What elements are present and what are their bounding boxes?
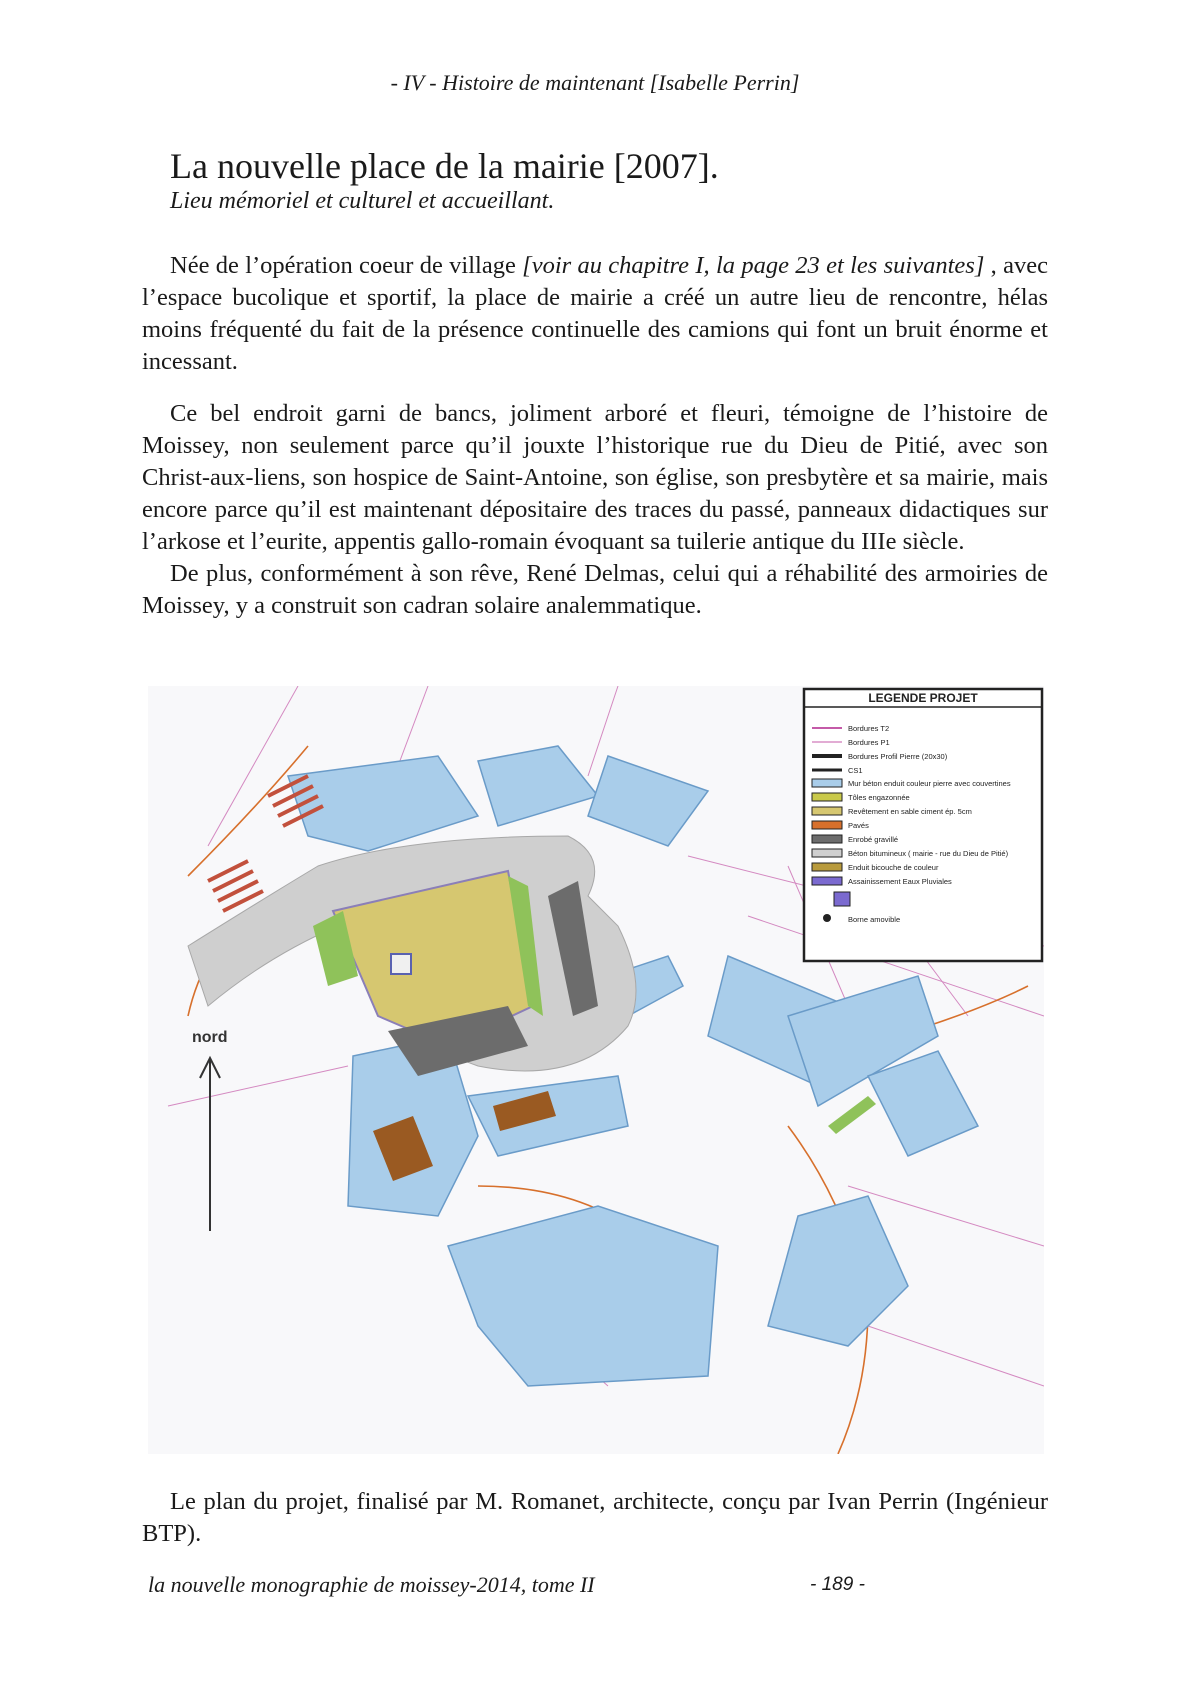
north-label: nord: [192, 1029, 228, 1046]
legend-item: Tôles engazonnée: [848, 793, 910, 802]
caption-text: Le plan du projet, finalisé par M. Romanet, architecte, conçu par Ivan Perrin (Ingénieur BTP).: [142, 1488, 1048, 1547]
legend-item: Enduit bicouche de couleur: [848, 863, 939, 872]
legend-item: CS1: [848, 766, 863, 775]
site-plan-figure: [148, 686, 1044, 1454]
sundial-marker: [391, 954, 411, 974]
legend-box: [804, 689, 1042, 961]
legend-item: Assainissement Eaux Pluviales: [848, 877, 952, 886]
legend-item: Béton bitumineux ( mairie - rue du Dieu de Pitié): [848, 849, 1009, 858]
legend-item: Bordures P1: [848, 738, 890, 747]
legend-item: Enrobé gravillé: [848, 835, 899, 844]
chapter-reference: [voir au chapitre I, la page 23 et les suivantes]: [522, 252, 985, 279]
paragraph-3: De plus, conformément à son rêve, René Delmas, celui qui a réhabilité des armoiries de Moissey, y a construit son cadran solaire analemmatique.: [142, 560, 1048, 619]
legend-title: LEGENDE PROJET: [868, 691, 978, 705]
paragraph-group: [142, 398, 1048, 622]
running-header: - IV - Histoire de maintenant [Isabelle Perrin]: [390, 70, 800, 95]
legend-item: Bordures T2: [848, 724, 890, 733]
paragraph-1: [142, 250, 1048, 378]
figure-caption: [142, 1486, 1048, 1550]
page-subtitle: Lieu mémoriel et culturel et accueillant.: [170, 188, 555, 214]
legend-item: Revêtement en sable ciment ép. 5cm: [848, 807, 972, 816]
footer-book-title: la nouvelle monographie de moissey-2014, tome II: [148, 1572, 595, 1597]
legend-item: Borne amovible: [848, 915, 901, 924]
legend-item: Pavés: [848, 821, 869, 830]
title-block: [170, 146, 719, 216]
legend-item: Mur béton enduit couleur pierre avec couvertines: [848, 779, 1011, 788]
legend-item: Bordures Profil Pierre (20x30): [848, 752, 948, 761]
paragraph-2: Ce bel endroit garni de bancs, joliment arboré et fleuri, témoigne de l’histoire de Moissey, non seulement parce qu’il jouxte l’historique rue du Dieu de Pitié, avec son Christ-aux-liens, son hospice de Saint-Antoine, son église, son presbytère et sa mairie, mais encore parce qu’il est maintenant dépositaire des traces du passé, panneaux didactiques sur l’arkose et l’eurite, appentis gallo-romain évoquant sa tuilerie antique du IIIe siècle.: [142, 400, 1048, 555]
footer-page-number: - 189 -: [810, 1574, 865, 1595]
site-plan-drawing: [148, 686, 1044, 1454]
page-title: La nouvelle place de la mairie [2007].: [170, 146, 719, 186]
green-strip: [828, 1096, 876, 1134]
paragraph-1-start: Née de l’opération coeur de village: [170, 252, 523, 279]
paragraph-1-end: , avec l’espace bucolique et sportif, la place de mairie a créé un autre lieu de rencontre, hélas moins fréquenté du fait de la présence continuelle des camions qui font un bruit énorme et incessant.: [142, 252, 1048, 375]
north-arrow: [192, 1029, 228, 1231]
